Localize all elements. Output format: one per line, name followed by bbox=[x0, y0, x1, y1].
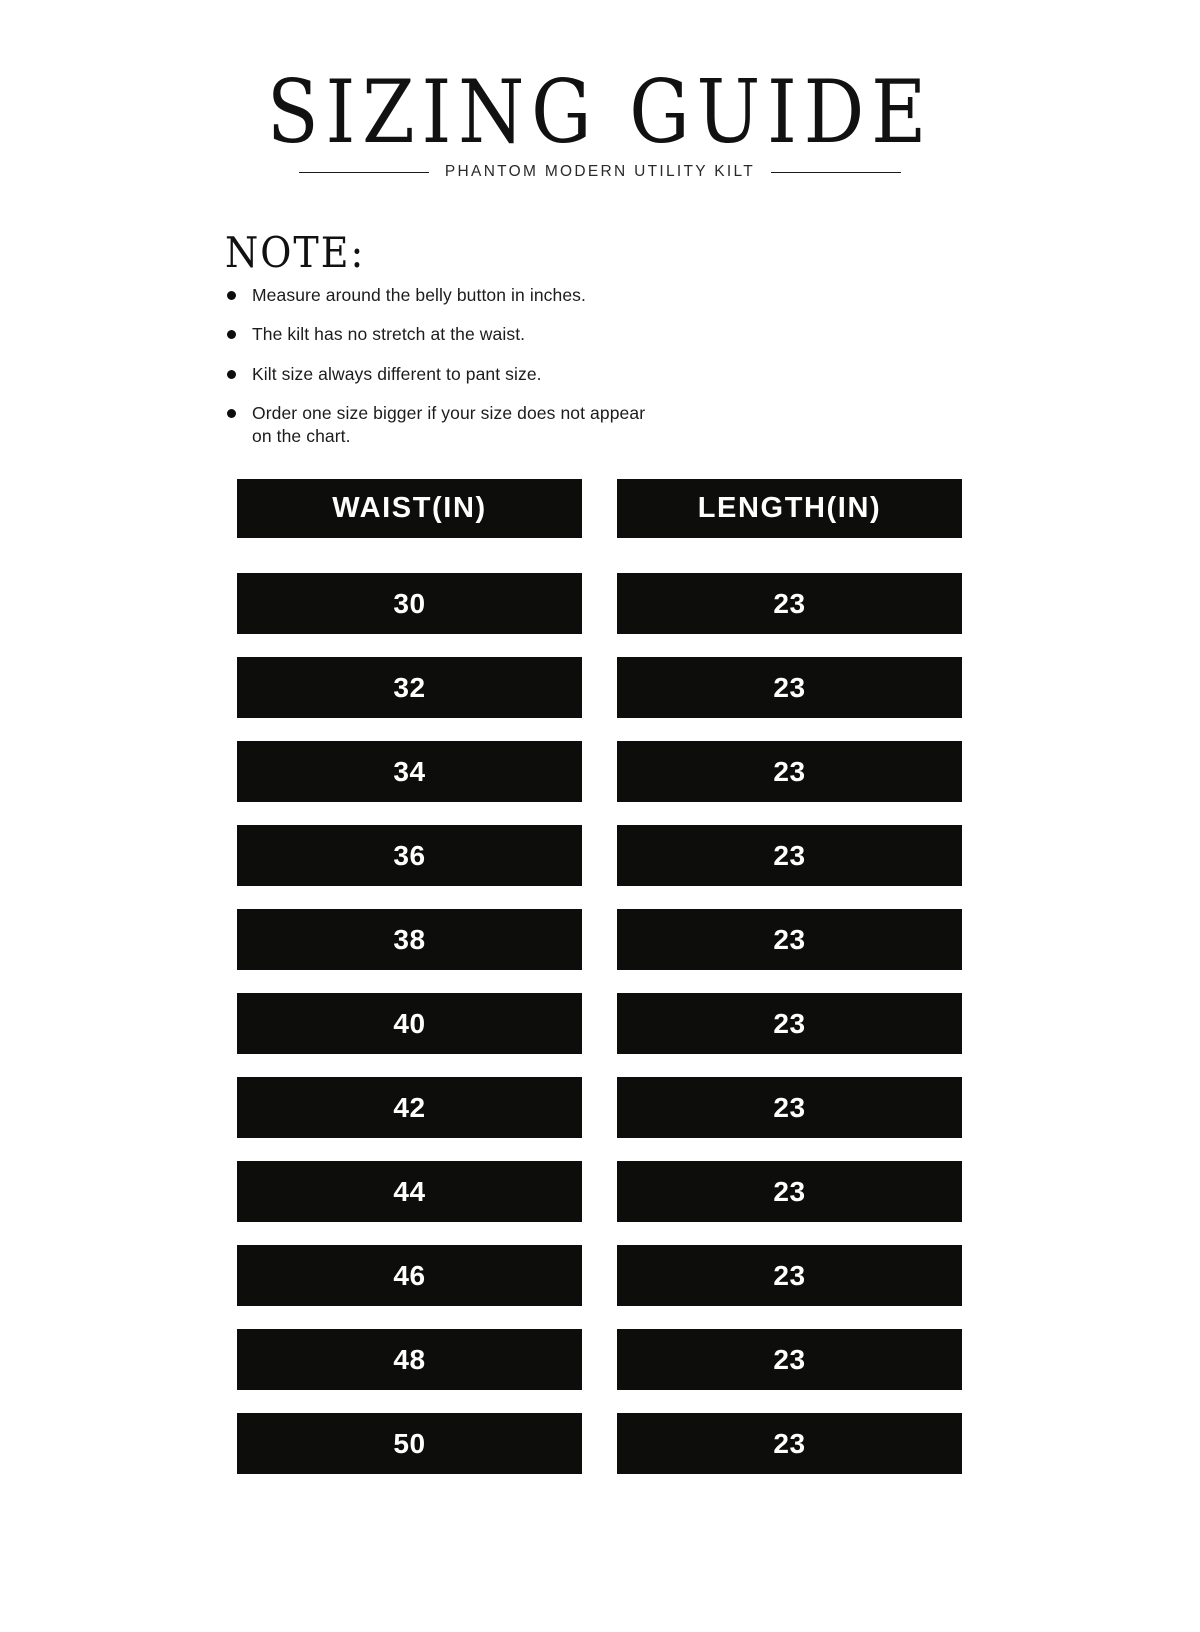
note-list-item bbox=[225, 363, 652, 386]
note-list bbox=[225, 284, 925, 448]
divider-line-right bbox=[771, 172, 901, 173]
table-row bbox=[237, 825, 962, 886]
page-header bbox=[0, 0, 1200, 180]
note-list-item bbox=[225, 323, 652, 346]
cell-waist: 38 bbox=[237, 909, 582, 970]
table-row bbox=[237, 657, 962, 718]
bullet-icon bbox=[227, 409, 236, 418]
table-row bbox=[237, 1329, 962, 1390]
cell-length: 23 bbox=[617, 1077, 962, 1138]
cell-length: 23 bbox=[617, 573, 962, 634]
note-item-text: Kilt size always different to pant size. bbox=[252, 363, 542, 384]
note-section bbox=[225, 228, 925, 448]
cell-waist: 50 bbox=[237, 1413, 582, 1474]
table-row bbox=[237, 1245, 962, 1306]
size-chart-table bbox=[237, 479, 962, 1497]
page-title: SIZING GUIDE bbox=[266, 62, 934, 164]
note-item-text: Order one size bigger if your size does not appear on the chart. bbox=[252, 402, 646, 447]
table-row bbox=[237, 741, 962, 802]
cell-length: 23 bbox=[617, 741, 962, 802]
note-list-item bbox=[225, 402, 652, 449]
cell-waist: 36 bbox=[237, 825, 582, 886]
cell-length: 23 bbox=[617, 657, 962, 718]
table-row bbox=[237, 1413, 962, 1474]
cell-length: 23 bbox=[617, 1413, 962, 1474]
table-row bbox=[237, 993, 962, 1054]
table-row bbox=[237, 573, 962, 634]
bullet-icon bbox=[227, 370, 236, 379]
cell-length: 23 bbox=[617, 825, 962, 886]
note-item-text: The kilt has no stretch at the waist. bbox=[252, 324, 526, 345]
page-subtitle: PHANTOM MODERN UTILITY KILT bbox=[444, 163, 756, 180]
subtitle-row bbox=[0, 163, 1200, 181]
cell-length: 23 bbox=[617, 993, 962, 1054]
cell-waist: 44 bbox=[237, 1161, 582, 1222]
column-header-waist: WAIST(IN) bbox=[237, 479, 582, 538]
divider-line-left bbox=[299, 172, 429, 173]
bullet-icon bbox=[227, 330, 236, 339]
note-heading: NOTE: bbox=[225, 228, 366, 278]
cell-waist: 42 bbox=[237, 1077, 582, 1138]
cell-length: 23 bbox=[617, 1161, 962, 1222]
cell-length: 23 bbox=[617, 1329, 962, 1390]
cell-waist: 34 bbox=[237, 741, 582, 802]
table-row bbox=[237, 1077, 962, 1138]
table-header-row bbox=[237, 479, 962, 538]
cell-waist: 40 bbox=[237, 993, 582, 1054]
cell-waist: 32 bbox=[237, 657, 582, 718]
cell-waist: 48 bbox=[237, 1329, 582, 1390]
column-header-length: LENGTH(IN) bbox=[617, 479, 962, 538]
table-row bbox=[237, 909, 962, 970]
cell-waist: 30 bbox=[237, 573, 582, 634]
cell-length: 23 bbox=[617, 909, 962, 970]
cell-waist: 46 bbox=[237, 1245, 582, 1306]
cell-length: 23 bbox=[617, 1245, 962, 1306]
bullet-icon bbox=[227, 291, 236, 300]
note-list-item bbox=[225, 284, 652, 307]
table-row bbox=[237, 1161, 962, 1222]
note-item-text: Measure around the belly button in inches. bbox=[252, 285, 586, 305]
